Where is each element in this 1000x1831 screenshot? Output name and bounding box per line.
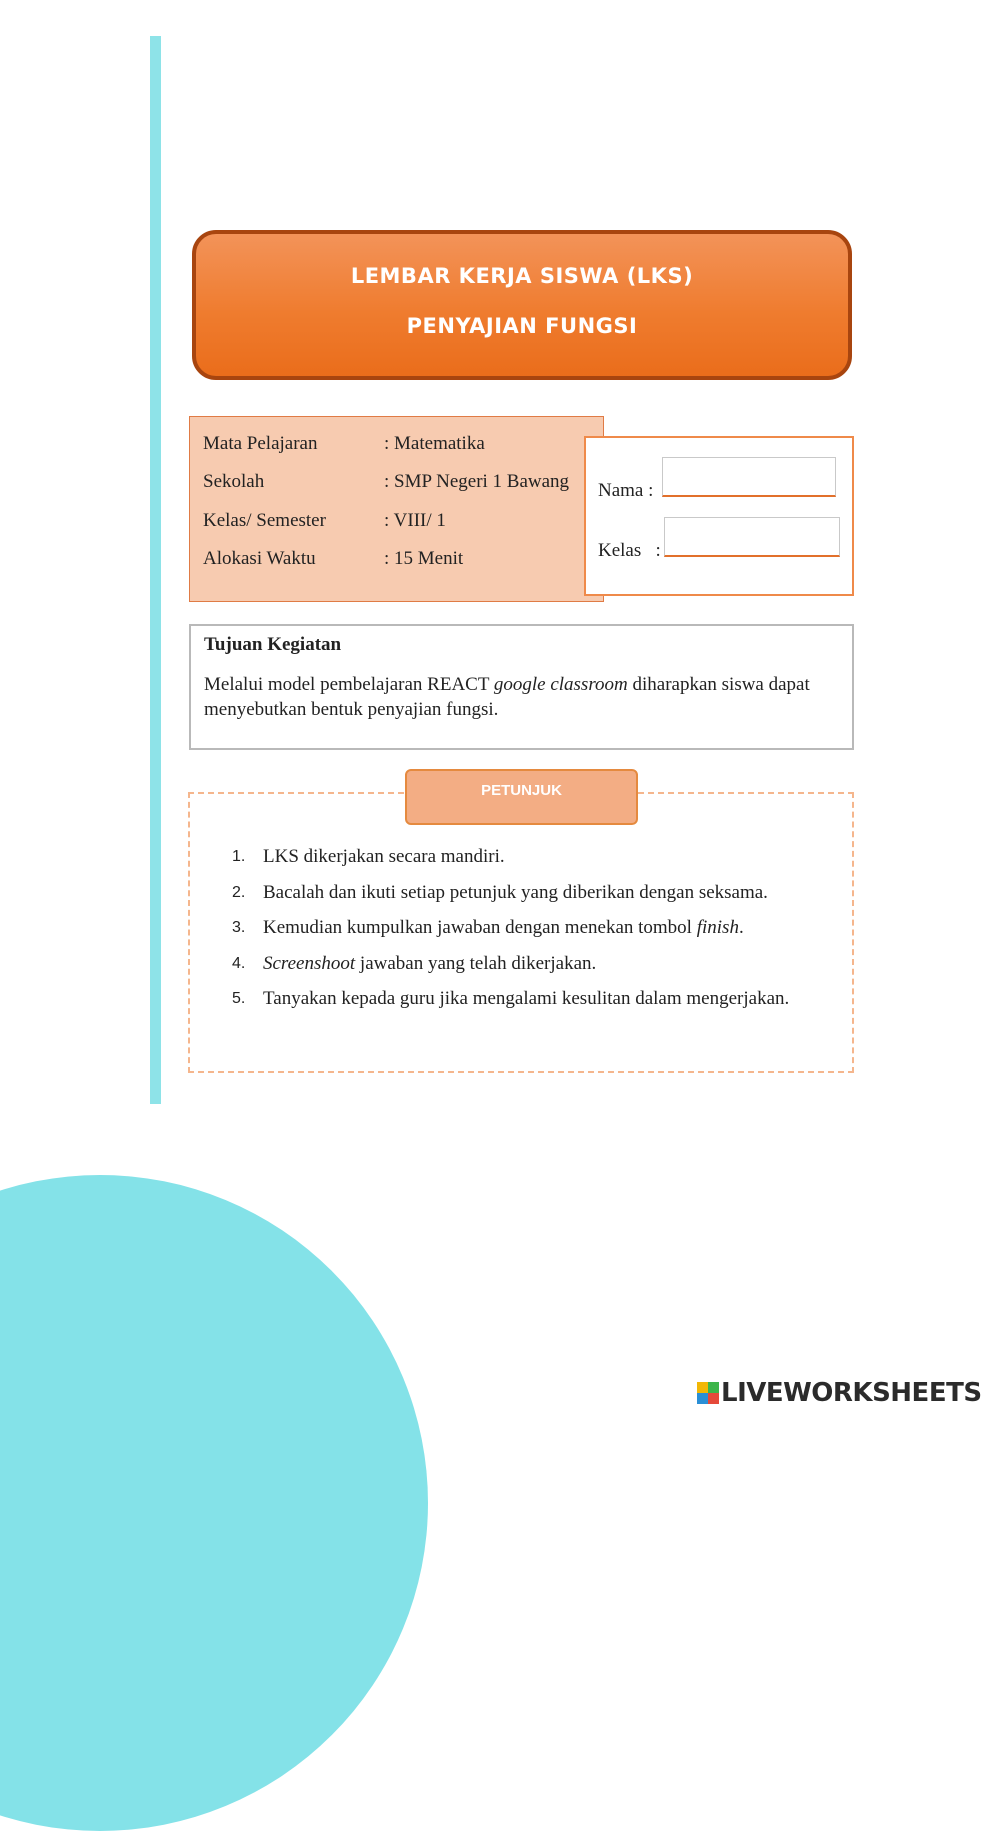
list-text: LKS dikerjakan secara mandiri. xyxy=(263,846,505,867)
instructions-list xyxy=(232,846,789,1024)
name-input[interactable] xyxy=(662,457,836,497)
name-label: Nama : xyxy=(598,480,654,501)
left-accent-bar xyxy=(150,36,161,1104)
list-item xyxy=(232,882,789,918)
goal-text-part: diharapkan siswa dapat menyebutkan bentuk penyajian fungsi. xyxy=(204,674,810,720)
goal-text xyxy=(204,672,844,722)
goal-text-italic: google classroom xyxy=(493,674,628,695)
list-item xyxy=(232,917,789,953)
list-number: 1. xyxy=(232,848,246,865)
instructions-tab: PETUNJUK xyxy=(405,769,638,825)
goal-title: Tujuan Kegiatan xyxy=(204,634,342,655)
student-identity-box xyxy=(584,436,854,596)
info-label: Alokasi Waktu xyxy=(203,548,316,569)
worksheet-title-banner xyxy=(192,230,852,380)
list-text: Bacalah dan ikuti setiap petunjuk yang diberikan dengan seksama. xyxy=(263,881,768,903)
list-text-italic: Screenshoot xyxy=(263,952,356,974)
logo-tile xyxy=(697,1382,708,1393)
worksheet-title: LEMBAR KERJA SISWA (LKS) xyxy=(350,264,694,288)
list-number: 3. xyxy=(232,919,246,936)
goal-text-part: Melalui model pembelajaran REACT xyxy=(204,674,494,695)
list-item xyxy=(232,846,789,882)
list-number: 2. xyxy=(232,883,246,901)
info-label: Sekolah xyxy=(203,471,265,492)
info-label: Kelas/ Semester xyxy=(203,510,326,531)
info-value: : Matematika xyxy=(384,433,485,454)
list-text: jawaban yang telah dikerjakan. xyxy=(355,952,597,974)
logo-wordmark: LIVEWORKSHEETS xyxy=(721,1378,982,1408)
list-text-italic: finish xyxy=(696,917,739,938)
logo-tile xyxy=(697,1393,708,1404)
logo-tile xyxy=(708,1382,719,1393)
class-input[interactable] xyxy=(664,517,840,557)
info-value: : 15 Menit xyxy=(384,548,464,569)
subject-info-box xyxy=(189,416,604,602)
class-label: Kelas : xyxy=(598,540,661,561)
logo-tile xyxy=(708,1393,719,1404)
list-text: Kemudian kumpulkan jawaban dengan menekan tombol xyxy=(263,917,697,938)
list-number: 5. xyxy=(232,990,246,1007)
list-text: . xyxy=(738,917,744,938)
worksheet-subtitle: PENYAJIAN FUNGSI xyxy=(406,314,638,338)
list-item xyxy=(232,953,789,989)
info-value: : SMP Negeri 1 Bawang xyxy=(384,471,570,492)
liveworksheets-logo-icon xyxy=(697,1382,719,1404)
info-label: Mata Pelajaran xyxy=(203,433,318,454)
list-item xyxy=(232,988,789,1024)
list-number: 4. xyxy=(232,954,246,972)
list-text: Tanyakan kepada guru jika mengalami kesulitan dalam mengerjakan. xyxy=(263,988,790,1009)
liveworksheets-logo[interactable] xyxy=(697,1376,982,1410)
info-value: : VIII/ 1 xyxy=(384,510,446,531)
decorative-circle xyxy=(0,1175,428,1831)
activity-goal-box xyxy=(189,624,854,750)
